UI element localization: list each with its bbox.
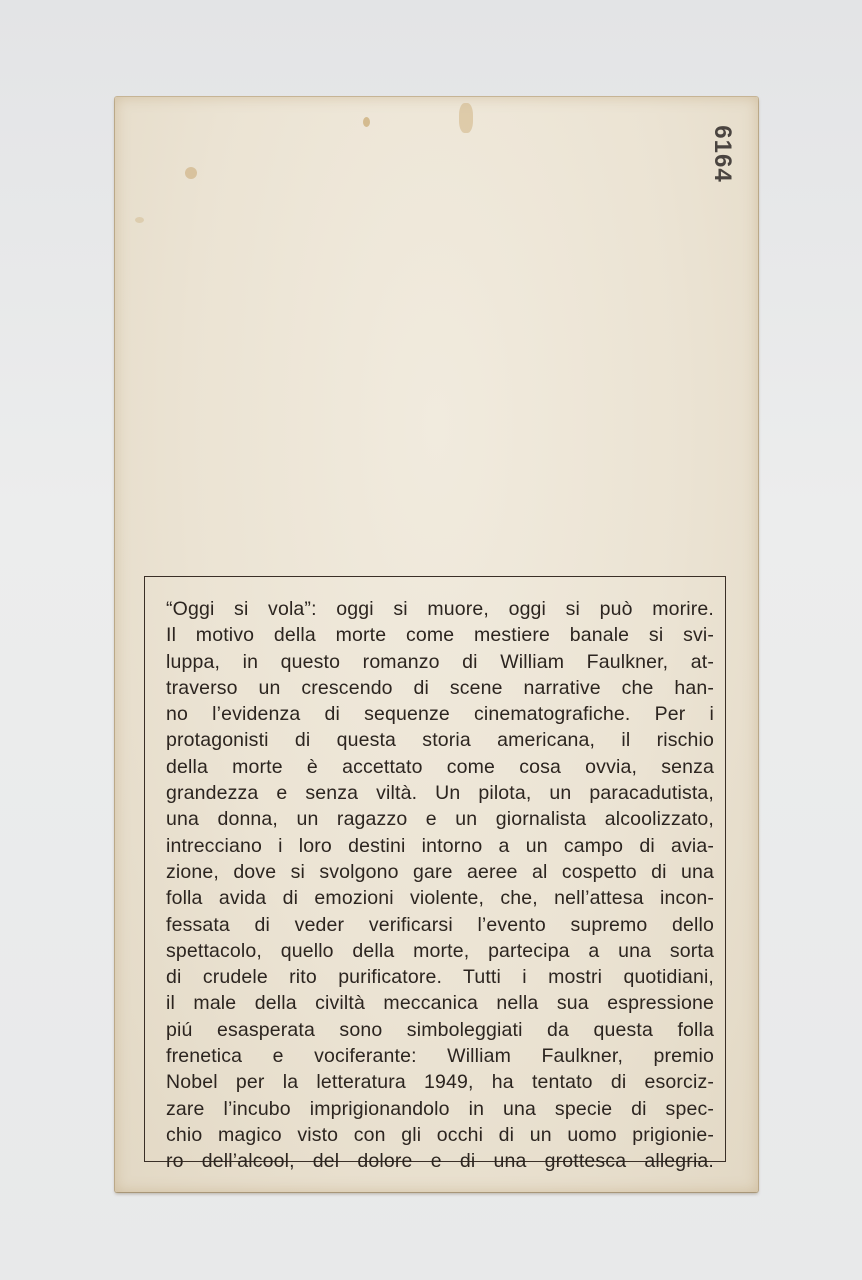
blurb-line: grandezza e senza viltà. Un pilota, un paracadutista, (166, 782, 714, 805)
stain-mark (185, 167, 197, 179)
blurb-line: piú esasperata sono simboleggiati da questa folla (166, 1018, 714, 1041)
blurb-line: della morte è accettato come cosa ovvia, senza (166, 755, 714, 778)
blurb-line: frenetica e vociferante: William Faulkner, premio (166, 1045, 714, 1068)
blurb-line: chio magico visto con gli occhi di un uomo prigionie- (166, 1123, 714, 1146)
blurb-line: Il motivo della morte come mestiere banale si svi- (166, 624, 714, 647)
blurb-line: no l’evidenza di sequenze cinematografiche. Per i (166, 703, 714, 726)
blurb-line: di crudele rito purificatore. Tutti i mostri quotidiani, (166, 966, 714, 989)
blurb-line: protagonisti di questa storia americana, il rischio (166, 729, 714, 752)
blurb-line: luppa, in questo romanzo di William Faulkner, at- (166, 650, 714, 673)
blurb-line: fessata di veder verificarsi l’evento supremo dello (166, 913, 714, 936)
blurb-text (166, 596, 714, 1175)
blurb-line: zare l’incubo imprigionandolo in una specie di spec- (166, 1097, 714, 1120)
blurb-line: “Oggi si vola”: oggi si muore, oggi si può morire. (166, 598, 714, 620)
blurb-line: una donna, un ragazzo e un giornalista alcoolizzato, (166, 808, 714, 831)
blurb-line: folla avida di emozioni violente, che, nell’attesa incon- (166, 887, 714, 910)
blurb-line: ro dell’alcool, del dolore e di una grottesca allegria. (166, 1150, 714, 1173)
blurb-line: il male della civiltà meccanica nella sua espressione (166, 992, 714, 1015)
stain-mark (363, 117, 370, 127)
catalog-code: 6164 (709, 125, 736, 183)
blurb-line: zione, dove si svolgono gare aeree al cospetto di una (166, 860, 714, 883)
blurb-line: Nobel per la letteratura 1949, ha tentato di esorciz- (166, 1071, 714, 1094)
blurb-frame (144, 576, 726, 1173)
blurb-line: spettacolo, quello della morte, partecipa a una sorta (166, 939, 714, 962)
stain-mark (135, 217, 144, 223)
blurb-line: traverso un crescendo di scene narrative che han- (166, 676, 714, 699)
stain-mark (459, 103, 473, 133)
blurb-line: intrecciano i loro destini intorno a un campo di avia- (166, 834, 714, 857)
